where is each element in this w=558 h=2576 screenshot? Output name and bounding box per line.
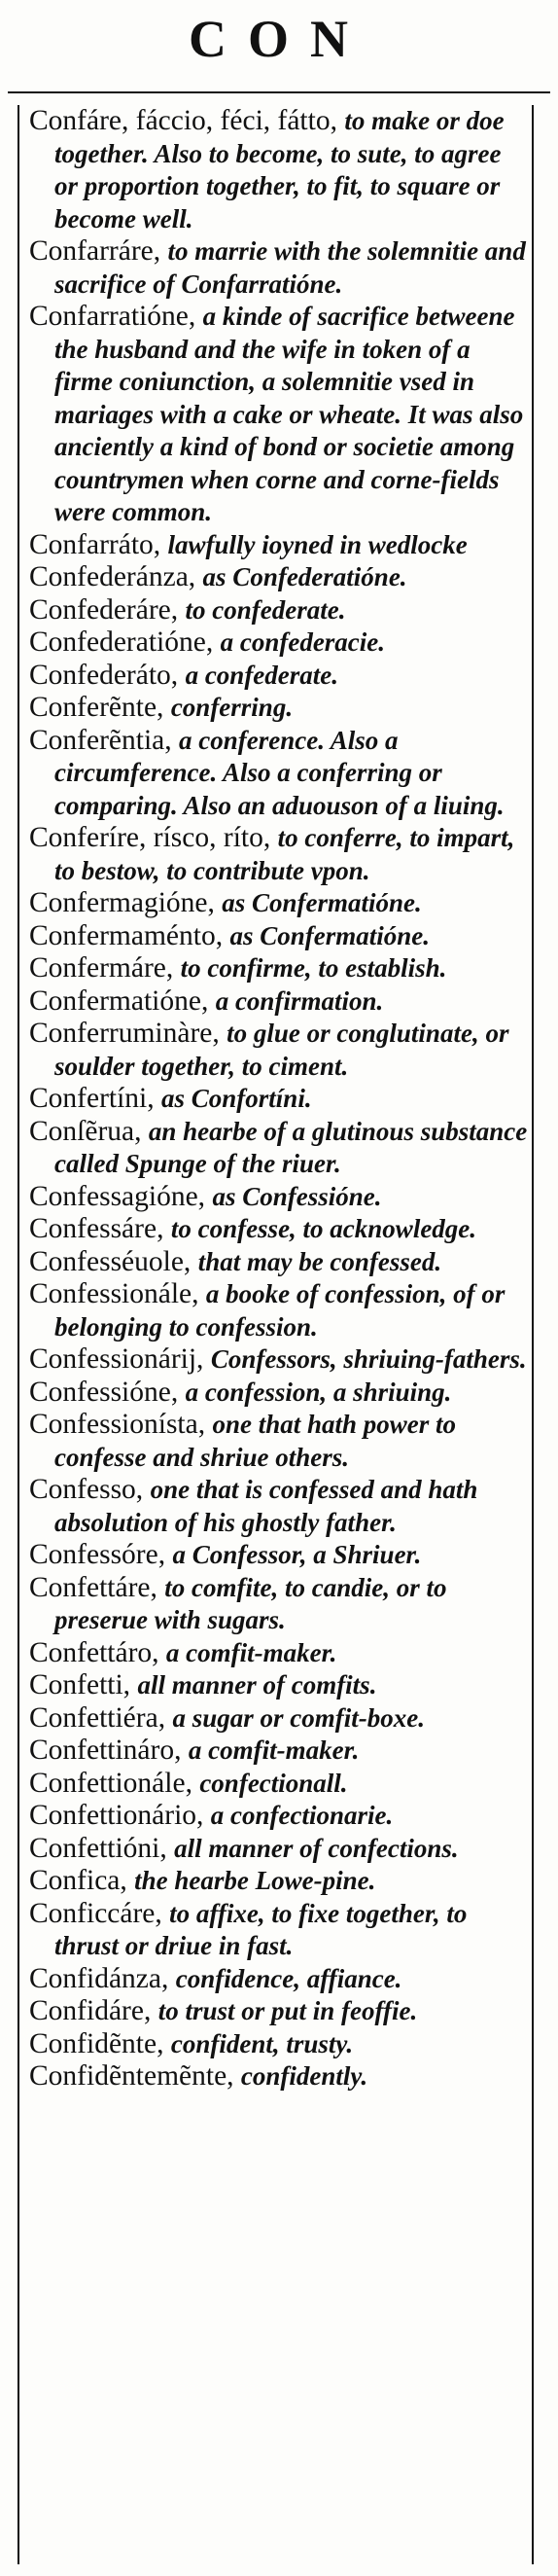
entry-headword: Conferíre, rísco, ríto, [29, 822, 271, 853]
entry-definition: to conferre, to impart, to bestow, to contribute vpon. [54, 823, 515, 885]
entry-definition: one that is confessed and hath absolution of his ghostly father. [54, 1475, 478, 1537]
entry-headword: Confessionárij, [29, 1343, 204, 1375]
entry-definition: a confession, a shriuing. [185, 1377, 452, 1407]
entry-headword: Confetti, [29, 1669, 131, 1700]
dictionary-entry [29, 887, 530, 920]
entry-list [29, 105, 530, 2093]
dictionary-entry [29, 1278, 530, 1343]
entry-definition: conferring. [170, 693, 294, 722]
dictionary-entry [29, 1963, 530, 1996]
dictionary-column [17, 105, 534, 2564]
entry-definition: a comfit-maker. [188, 1735, 360, 1765]
dictionary-entry [29, 561, 530, 594]
entry-headword: Confederánza, [29, 561, 196, 592]
entry-definition: a confirmation. [215, 985, 384, 1016]
entry-headword: Confarráre, [29, 235, 161, 267]
dictionary-entry [29, 1833, 530, 1866]
entry-definition: a sugar or comfit-boxe. [172, 1702, 425, 1733]
entry-headword: Confettionále, [29, 1767, 192, 1799]
entry-headword: Confica, [29, 1865, 127, 1896]
entry-definition: confidence, affiance. [175, 1963, 402, 1993]
entry-headword: Confesséuole, [29, 1245, 192, 1277]
dictionary-entry [29, 301, 530, 529]
entry-definition: as Confessióne. [212, 1181, 382, 1211]
dictionary-entry [29, 725, 530, 823]
entry-headword: Confermáre, [29, 952, 174, 984]
entry-headword: Confesso, [29, 1474, 144, 1505]
entry-headword: Confidẽnte, [29, 2027, 164, 2059]
entry-headword: Confidánza, [29, 1962, 169, 1994]
entry-headword: Confermagióne, [29, 887, 215, 918]
entry-definition: to confesse, to acknowledge. [170, 1214, 477, 1243]
entry-definition: confectionall. [199, 1768, 348, 1798]
entry-definition: confident, trusty. [170, 2028, 354, 2058]
entry-definition: to glue or conglutinate, or soulder together, to ciment. [54, 1019, 509, 1081]
dictionary-entry [29, 1572, 530, 1637]
entry-definition: to make or doe together. Also to become, to sute, to agree or proportion together, to fit, to square or become well. [54, 106, 505, 233]
dictionary-entry [29, 1181, 530, 1214]
entry-definition: as Confermatióne. [229, 920, 430, 950]
entry-definition: to affixe, to fixe together, to thrust or driue in fast. [54, 1898, 468, 1960]
entry-headword: Confederatióne, [29, 626, 214, 658]
entry-definition: a booke of confession, of or belonging to confession. [54, 1279, 506, 1342]
entry-headword: Conferẽntia, [29, 724, 172, 756]
dictionary-entry [29, 1995, 530, 2028]
entry-definition: the hearbe Lowe-pine. [134, 1866, 376, 1895]
entry-headword: Conferẽnte, [29, 692, 164, 723]
entry-headword: Confáre, fáccio, féci, fátto, [29, 105, 337, 136]
dictionary-entry [29, 626, 530, 660]
entry-headword: Confettáro, [29, 1636, 159, 1668]
header-rule [8, 91, 550, 93]
entry-definition: a confectionarie. [210, 1801, 394, 1830]
entry-definition: to marrie with the solemnitie and sacrifice of Confarratióne. [54, 236, 526, 299]
entry-definition: as Confermatióne. [222, 888, 422, 917]
entry-definition: to trust or put in feoffie. [157, 1996, 418, 2025]
entry-definition: all manner of comfits. [137, 1670, 377, 1699]
entry-headword: Confettáre, [29, 1571, 157, 1603]
dictionary-entry [29, 1213, 530, 1246]
dictionary-entry [29, 1800, 530, 1833]
dictionary-entry [29, 1865, 530, 1898]
dictionary-entry [29, 660, 530, 693]
entry-definition: confidently. [240, 2061, 368, 2091]
dictionary-entry [29, 2028, 530, 2061]
running-head: CON [189, 10, 369, 68]
entry-definition: one that hath power to confesse and shriue others. [54, 1410, 457, 1472]
dictionary-entry [29, 105, 530, 235]
entry-definition: to confirme, to establish. [180, 953, 447, 983]
dictionary-entry [29, 822, 530, 887]
entry-definition: a confederate. [185, 660, 339, 690]
entry-definition: to comfite, to candie, or to preserue with sugars. [54, 1572, 447, 1634]
entry-headword: Conſẽrua, [29, 1115, 142, 1147]
dictionary-entry [29, 1018, 530, 1083]
entry-headword: Confarratióne, [29, 301, 196, 332]
page-header [0, 0, 558, 101]
dictionary-entry [29, 594, 530, 627]
entry-definition: to confederate. [185, 594, 346, 625]
dictionary-entry [29, 1343, 530, 1377]
entry-definition: that may be confessed. [197, 1246, 442, 1276]
entry-headword: Confessióne, [29, 1376, 179, 1408]
entry-headword: Confarráto, [29, 528, 161, 560]
entry-headword: Confessóre, [29, 1539, 166, 1570]
entry-headword: Confettionário, [29, 1800, 204, 1831]
dictionary-entry [29, 952, 530, 985]
dictionary-entry [29, 985, 530, 1019]
entry-definition: a Confessor, a Shriuer. [172, 1540, 422, 1569]
entry-definition: all manner of confections. [174, 1833, 459, 1863]
entry-headword: Confidáre, [29, 1995, 152, 2026]
entry-definition: a confederacie. [220, 627, 386, 657]
entry-definition: lawfully ioyned in wedlocke [167, 529, 468, 559]
entry-headword: Conferruminàre, [29, 1018, 220, 1049]
dictionary-entry [29, 1702, 530, 1735]
dictionary-entry [29, 1539, 530, 1572]
entry-headword: Confertíni, [29, 1083, 155, 1114]
entry-headword: Confermaménto, [29, 919, 224, 951]
dictionary-entry [29, 1116, 530, 1181]
entry-headword: Confederáre, [29, 593, 179, 626]
dictionary-entry [29, 1246, 530, 1279]
entry-headword: Conficcáre, [29, 1897, 162, 1929]
entry-headword: Confessionísta, [29, 1409, 206, 1440]
dictionary-entry [29, 692, 530, 725]
dictionary-entry [29, 1637, 530, 1670]
entry-definition: a kinde of sacrifice betweene the husband and the wife in token of a firme coniunction, a solemnitie vsed in mariages with a cake or wheate. It was also anciently a kind of bond or societie among countrymen when corne and corne-fields were common. [54, 302, 524, 526]
entry-headword: Confermatióne, [29, 984, 209, 1017]
entry-definition: a conference. Also a circumference. Also a conferring or comparing. Also an aduouson of a liuing. [54, 725, 505, 820]
dictionary-entry [29, 1409, 530, 1474]
dictionary-entry [29, 1768, 530, 1801]
entry-headword: Confederáto, [29, 659, 179, 691]
entry-headword: Confettiéra, [29, 1701, 166, 1734]
dictionary-entry [29, 1669, 530, 1702]
dictionary-entry [29, 1898, 530, 1963]
entry-headword: Confessionále, [29, 1278, 199, 1309]
entry-definition: an hearbe of a glutinous substance called Spunge of the riuer. [54, 1116, 528, 1178]
entry-definition: as Confortíni. [161, 1084, 312, 1113]
dictionary-entry [29, 529, 530, 562]
dictionary-entry [29, 235, 530, 301]
dictionary-entry [29, 2060, 530, 2093]
entry-headword: Confessagióne, [29, 1180, 206, 1212]
dictionary-entry [29, 1083, 530, 1116]
entry-definition: Confessors, shriuing-fathers. [210, 1344, 527, 1374]
entry-headword: Confessáre, [29, 1213, 164, 1244]
entry-headword: Confettináro, [29, 1735, 182, 1766]
dictionary-entry [29, 1377, 530, 1410]
entry-definition: as Confederatióne. [202, 562, 407, 591]
dictionary-entry [29, 1474, 530, 1539]
dictionary-entry [29, 920, 530, 953]
entry-headword: Confettióni, [29, 1832, 167, 1864]
dictionary-entry [29, 1735, 530, 1768]
entry-headword: Confidẽntemẽnte, [29, 2060, 234, 2092]
entry-definition: a comfit-maker. [165, 1637, 337, 1667]
